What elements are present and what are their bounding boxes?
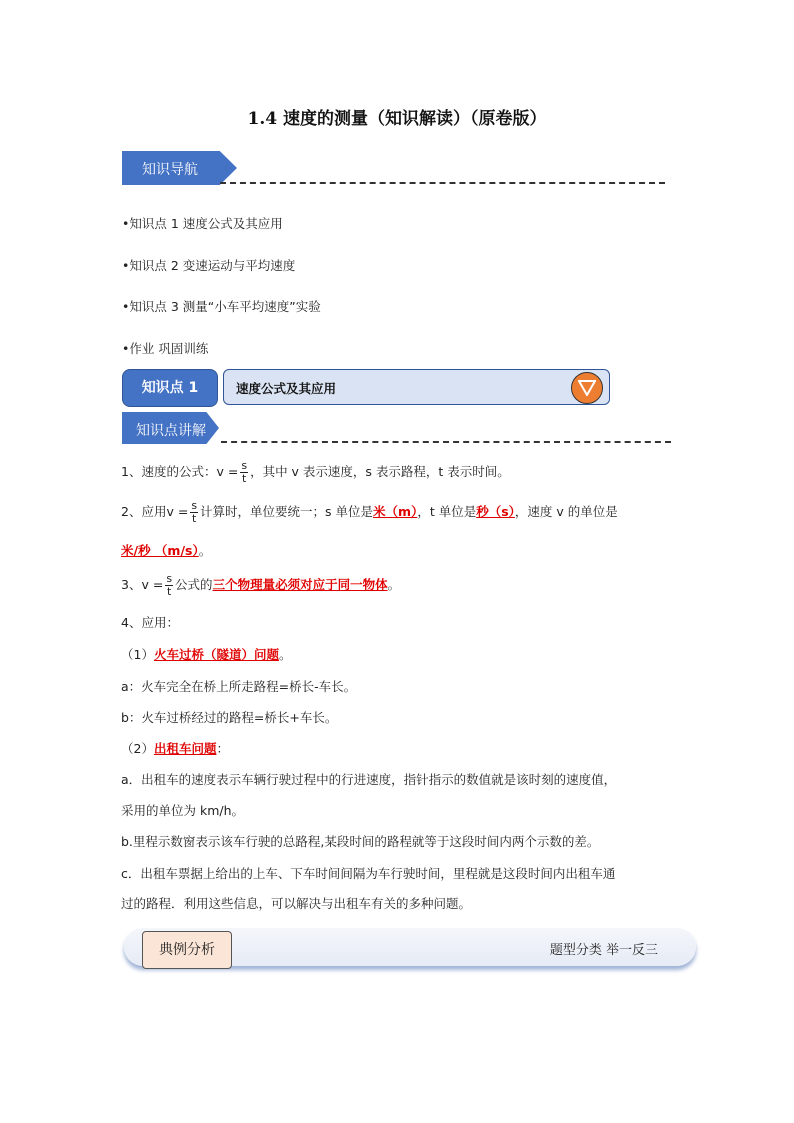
content-line-11: b.里程示数窗表示该车行驶的总路程,某段时间的路程就等于这段时间内两个示数的差。 — [121, 834, 600, 849]
content-line-3 — [121, 573, 400, 598]
content-line-4: 4、应用： — [121, 615, 179, 630]
knowledge-point-badge: 知识点 1 — [122, 369, 218, 407]
section-tag-label: 知识点讲解 — [136, 423, 206, 439]
knowledge-point-bar — [223, 369, 610, 405]
knowledge-point-label: 速度公式及其应用 — [236, 381, 337, 396]
frac-num: s — [166, 572, 173, 585]
formula-v: v = — [141, 577, 164, 592]
text: 2、应用 — [121, 504, 167, 519]
text: 。 — [278, 647, 292, 662]
frac-den: t — [167, 585, 172, 598]
toc-item-3: •知识点 3 测量“小车平均速度”实验 — [122, 299, 321, 314]
nav-divider — [220, 182, 665, 184]
formula-v: v = — [216, 464, 239, 479]
highlight-text: 火车过桥（隧道）问题 — [153, 647, 279, 662]
highlight-text: 米（m） — [373, 504, 418, 519]
banner-subtitle: 题型分类 举一反三 — [549, 943, 658, 958]
content-line-10: 采用的单位为 km/h。 — [121, 803, 245, 818]
example-analysis-tag: 典例分析 — [142, 931, 232, 969]
text: 1、速度的公式： — [121, 464, 217, 479]
content-line-6: a：火车完全在桥上所走路程=桥长-车长。 — [121, 679, 357, 694]
highlight-text: 出租车问题 — [153, 741, 217, 756]
text: ： — [216, 741, 229, 756]
frac-num: s — [241, 459, 248, 472]
formula-fraction — [165, 573, 173, 598]
text: （1） — [121, 647, 154, 662]
toc-item-1: •知识点 1 速度公式及其应用 — [122, 216, 283, 231]
formula-v: v = — [166, 504, 189, 519]
content-line-8 — [121, 739, 229, 757]
content-line-5 — [121, 645, 291, 663]
text: 。 — [198, 543, 212, 558]
section-divider — [221, 441, 671, 443]
page-title: 1.4 速度的测量（知识解读）（原卷版） — [247, 109, 547, 129]
content-line-1 — [121, 460, 510, 485]
text: 计算时，单位要统一；s 单位是 — [200, 504, 374, 519]
formula-fraction — [240, 460, 248, 485]
content-line-9: a．出租车的速度表示车辆行驶过程中的行进速度，指针指示的数值就是该时刻的速度值， — [121, 772, 617, 787]
example-analysis-banner — [124, 928, 696, 966]
text: 公式的 — [175, 577, 213, 592]
frac-den: t — [242, 472, 247, 485]
triangle-down-icon[interactable] — [571, 372, 603, 404]
nav-tag-label: 知识导航 — [142, 162, 198, 178]
highlight-text: 三个物理量必须对应于同一物体 — [212, 577, 388, 592]
knowledge-nav-tag — [122, 151, 237, 185]
frac-den: t — [192, 512, 197, 525]
frac-num: s — [191, 499, 198, 512]
toc-item-2: •知识点 2 变速运动与平均速度 — [122, 258, 296, 273]
text: ，t 单位是 — [417, 504, 477, 519]
text: ，速度 v 的单位是 — [514, 504, 618, 519]
highlight-text: 米/秒 （m/s） — [121, 543, 199, 558]
highlight-text: 秒（s） — [476, 504, 515, 519]
content-line-12: c．出租车票据上给出的上车、下车时间间隔为车行驶时间，里程就是这段时间内出租车通 — [121, 866, 616, 881]
text: （2） — [121, 741, 154, 756]
content-line-2 — [121, 500, 618, 525]
content-line-7: b：火车过桥经过的路程=桥长+车长。 — [121, 710, 338, 725]
content-line-13: 过的路程．利用这些信息，可以解决与出租车有关的多种问题。 — [121, 896, 472, 911]
text: 3、 — [121, 577, 142, 592]
formula-fraction — [190, 500, 198, 525]
text: ，其中 v 表示速度，s 表示路程，t 表示时间。 — [250, 464, 510, 479]
toc-item-4: •作业 巩固训练 — [122, 341, 209, 356]
text: 。 — [387, 577, 401, 592]
content-line-2b — [121, 541, 211, 559]
section-tag — [122, 412, 219, 444]
